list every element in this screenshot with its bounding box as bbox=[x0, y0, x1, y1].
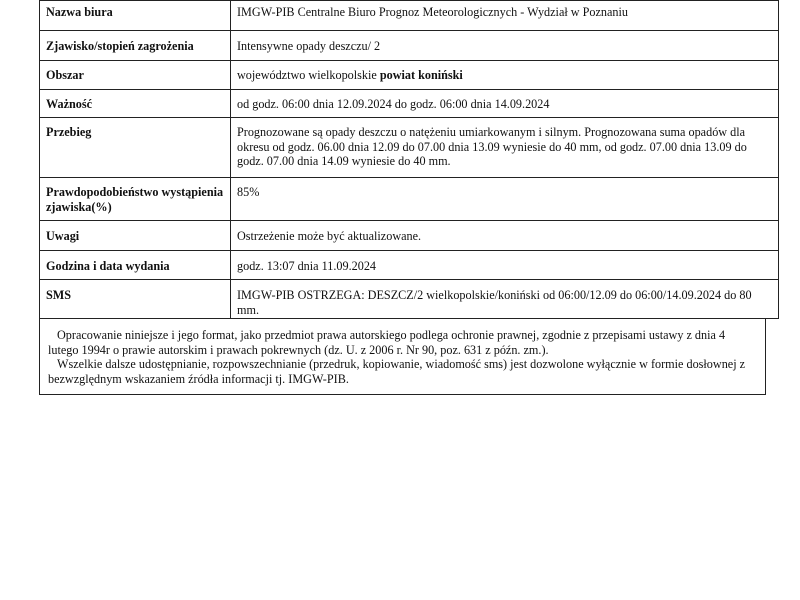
row-issue-time bbox=[40, 251, 779, 280]
value-sms: IMGW-PIB OSTRZEGA: DESZCZ/2 wielkopolskie/koniński od 06:00/12.09 do 06:00/14.09.2024 do 80 mm. bbox=[231, 280, 779, 319]
value-office-name: IMGW-PIB Centralne Biuro Prognoz Meteorologicznych - Wydział w Poznaniu bbox=[231, 1, 779, 31]
value-remarks: Ostrzeżenie może być aktualizowane. bbox=[231, 221, 779, 251]
label-sms: SMS bbox=[40, 280, 231, 319]
value-probability: 85% bbox=[231, 178, 779, 221]
copyright-notice bbox=[39, 319, 766, 395]
row-validity bbox=[40, 90, 779, 118]
row-phenomenon bbox=[40, 31, 779, 61]
label-phenomenon: Zjawisko/stopień zagrożenia bbox=[40, 31, 231, 61]
value-phenomenon: Intensywne opady deszczu/ 2 bbox=[231, 31, 779, 61]
warning-table bbox=[39, 0, 779, 319]
label-area: Obszar bbox=[40, 61, 231, 90]
value-validity: od godz. 06:00 dnia 12.09.2024 do godz. 06:00 dnia 14.09.2024 bbox=[231, 90, 779, 118]
label-office-name: Nazwa biura bbox=[40, 1, 231, 31]
row-probability bbox=[40, 178, 779, 221]
area-county: powiat koniński bbox=[379, 68, 463, 82]
copyright-paragraph-2: Wszelkie dalsze udostępnianie, rozpowszechnianie (przedruk, kopiowanie, wiadomość sms) jest dozwolone wyłącznie w formie dosłownej z bezwzględnym wskazaniem źródła informacji tj. IMGW-PIB. bbox=[48, 357, 746, 386]
label-remarks: Uwagi bbox=[40, 221, 231, 251]
label-issue-time: Godzina i data wydania bbox=[40, 251, 231, 280]
row-course bbox=[40, 118, 779, 178]
label-course: Przebieg bbox=[40, 118, 231, 178]
row-remarks bbox=[40, 221, 779, 251]
value-issue-time: godz. 13:07 dnia 11.09.2024 bbox=[231, 251, 779, 280]
label-validity: Ważność bbox=[40, 90, 231, 118]
row-sms bbox=[40, 280, 779, 319]
value-area bbox=[231, 61, 779, 90]
value-course: Prognozowane są opady deszczu o natężeniu umiarkowanym i silnym. Prognozowana suma opadów dla okresu od godz. 06.00 dnia 12.09 do 07.00 dnia 13.09 wyniesie do 40 mm, od godz. 07.00 dnia 13.09 do godz. 07.00 dnia 14.09 wyniesie do 40 mm. bbox=[231, 118, 779, 178]
area-voivodeship: województwo wielkopolskie bbox=[237, 68, 377, 82]
label-probability: Prawdopodobieństwo wystąpienia zjawiska(%) bbox=[40, 178, 231, 221]
copyright-paragraph-1: Opracowanie niniejsze i jego format, jako przedmiot prawa autorskiego podlega ochronie prawnej, zgodnie z przepisami ustawy z dnia 4 lutego 1994r o prawie autorskim i prawach pokrewnych (dz. U. z 2006 r. Nr 90, poz. 631 z późn. zm.). bbox=[48, 328, 726, 357]
row-office-name bbox=[40, 1, 779, 31]
row-area bbox=[40, 61, 779, 90]
warning-document bbox=[39, 0, 764, 395]
